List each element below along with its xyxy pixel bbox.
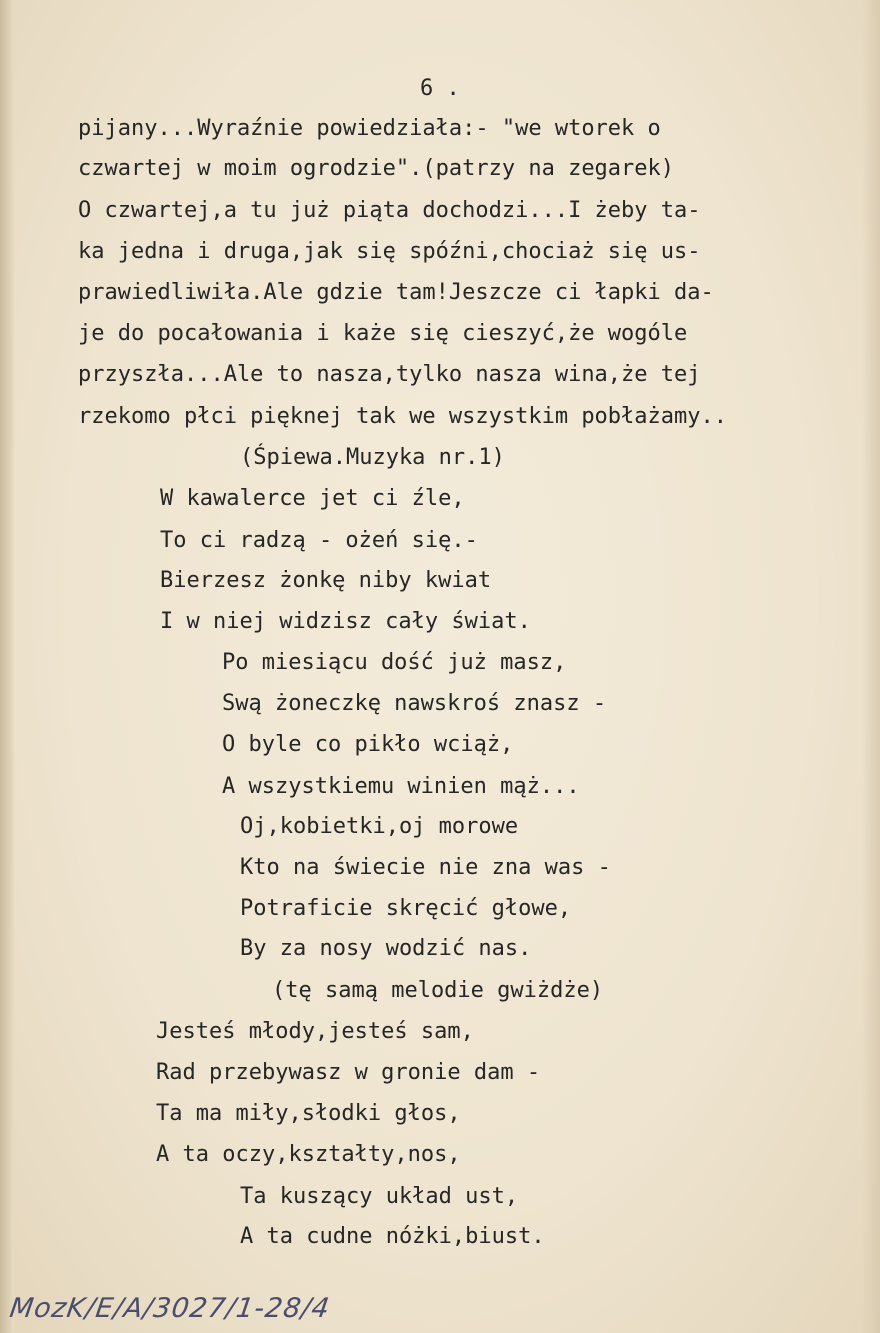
text-line: O byle co pikło wciąż, [222, 732, 514, 757]
text-line: prawiedliwiła.Ale gdzie tam!Jeszcze ci łapki da- [78, 280, 714, 305]
binding-edge [0, 0, 14, 1333]
text-line: Swą żoneczkę nawskroś znasz - [222, 691, 607, 716]
text-line: Bierzesz żonkę niby kwiat [160, 568, 492, 593]
text-line: rzekomo płci pięknej tak we wszystkim pobłażamy.. [78, 404, 728, 429]
text-line: A wszystkiemu winien mąż... [222, 774, 580, 799]
text-line: By za nosy wodzić nas. [240, 936, 532, 961]
text-line: Rad przebywasz w gronie dam - [156, 1060, 541, 1085]
archive-signature: MozK/E/A/3027/1-28/4 [7, 1293, 333, 1324]
text-line: ka jedna i druga,jak się spóźni,chociaż się us- [78, 239, 701, 264]
text-line: pijany...Wyraźnie powiedziała:- "we wtorek o [78, 116, 661, 141]
text-line: przyszła...Ale to nasza,tylko nasza wina,że tej [78, 362, 701, 387]
text-line: A ta cudne nóżki,biust. [240, 1224, 545, 1249]
text-line: Po miesiącu dość już masz, [222, 650, 567, 675]
text-line: I w niej widzisz cały świat. [160, 609, 531, 634]
text-line: Ta ma miły,słodki głos, [156, 1101, 461, 1126]
text-line: (tę samą melodie gwiżdże) [272, 978, 604, 1003]
text-line: (Śpiewa.Muzyka nr.1) [240, 445, 505, 470]
text-line: Oj,kobietki,oj morowe [240, 814, 519, 839]
page-edge-shadow [862, 0, 880, 1333]
text-line: je do pocałowania i każe się cieszyć,że wogóle [78, 321, 688, 346]
text-line: O czwartej,a tu już piąta dochodzi...I żeby ta- [78, 198, 701, 223]
text-line: Kto na świecie nie zna was - [240, 855, 611, 880]
text-line: W kawalerce jet ci źle, [160, 486, 465, 511]
text-line: To ci radzą - ożeń się.- [160, 528, 478, 553]
text-line: A ta oczy,kształty,nos, [156, 1142, 461, 1167]
text-line: Ta kuszący układ ust, [240, 1184, 519, 1209]
text-line: Jesteś młody,jesteś sam, [156, 1019, 474, 1044]
page-number: 6 . [420, 76, 460, 101]
text-line: czwartej w moim ogrodzie".(patrzy na zegarek) [78, 156, 675, 181]
text-line: Potraficie skręcić głowe, [240, 896, 572, 921]
